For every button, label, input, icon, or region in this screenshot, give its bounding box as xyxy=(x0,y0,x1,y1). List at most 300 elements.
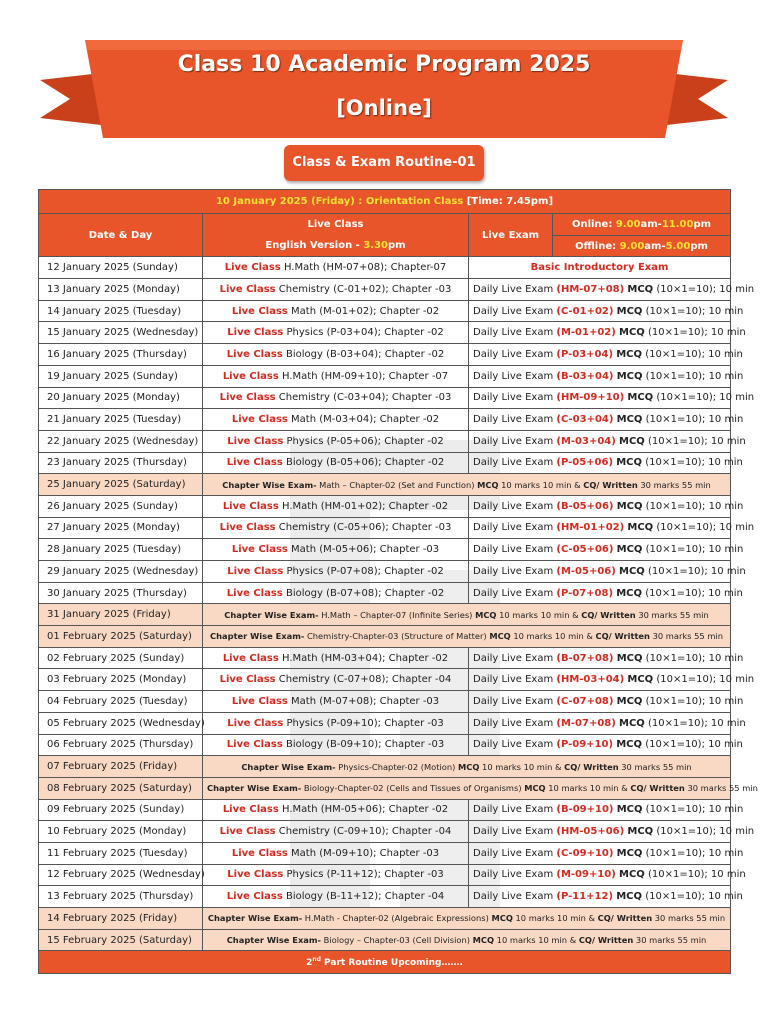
footer-text: Part Routine Upcoming……. xyxy=(320,958,463,969)
header-banner xyxy=(0,0,768,150)
daily-exam-label: Daily Live Exam xyxy=(473,869,554,881)
live-exam-cell xyxy=(469,821,755,843)
footer-row xyxy=(39,951,731,974)
exam-code: (C-01+02) xyxy=(556,305,614,317)
exam-code: (M-05+06) xyxy=(556,565,616,577)
cq-detail: 30 marks 55 min xyxy=(637,479,711,490)
mcq-label: MCQ xyxy=(491,913,513,924)
live-exam-cell xyxy=(469,582,743,604)
live-class-cell xyxy=(203,344,469,366)
live-class-cell xyxy=(203,387,469,409)
mcq-label: MCQ xyxy=(616,348,643,360)
live-class-label: Live Class xyxy=(227,327,284,339)
class-subject: H.Math (HM-05+06); Chapter -02 xyxy=(282,804,449,816)
date-cell xyxy=(39,365,203,387)
exam-detail: (10×1=10); 10 min xyxy=(648,869,746,881)
chapter-exam-cell xyxy=(203,604,731,626)
daily-exam-label: Daily Live Exam xyxy=(473,370,554,382)
exam-prefix: Chapter Wise Exam- xyxy=(210,631,305,642)
date-cell xyxy=(39,886,203,908)
online-start: 9.00 xyxy=(615,218,641,230)
live-class-header xyxy=(203,214,469,257)
live-class-label: Live Class xyxy=(227,869,284,881)
live-class-cell xyxy=(203,409,469,431)
mcq-label: MCQ xyxy=(616,847,643,859)
mcq-detail: 10 marks 10 min & xyxy=(545,783,631,794)
class-subject: H.Math (HM-01+02); Chapter -02 xyxy=(282,500,449,512)
daily-exam-label: Daily Live Exam xyxy=(473,544,554,556)
mcq-label: MCQ xyxy=(616,739,643,751)
exam-detail: (10×1=10); 10 min xyxy=(645,500,744,512)
offline-end: 5.00 xyxy=(665,240,691,252)
cq-detail: 30 marks 55 min xyxy=(649,631,723,642)
live-class-label: Live Class xyxy=(231,305,288,317)
live-class-label: Live Class xyxy=(219,522,276,534)
live-class-label: Live Class xyxy=(226,457,283,469)
live-class-label: Live Class xyxy=(231,695,288,707)
daily-exam-label: Daily Live Exam xyxy=(473,565,554,577)
offline-start: 9.00 xyxy=(619,240,645,252)
exam-detail: (10×1=10); 10 min xyxy=(645,305,744,317)
class-subject: Biology (B-05+06); Chapter -02 xyxy=(285,457,445,469)
intro-exam: Basic Introductory Exam xyxy=(530,262,669,274)
date-cell xyxy=(39,539,203,561)
table-row xyxy=(39,561,731,583)
exam-code: (HM-05+06) xyxy=(556,826,625,838)
live-class-cell xyxy=(203,691,469,713)
exam-code: (HM-07+08) xyxy=(556,283,625,295)
mcq-detail: 10 marks 10 min & xyxy=(479,761,565,772)
date-text: 31 January 2025 (Friday) xyxy=(47,609,171,621)
exam-detail: (10×1=10); 10 min xyxy=(645,587,743,599)
class-subject: Physics (P-03+04); Chapter -02 xyxy=(286,327,444,339)
live-class-cell xyxy=(203,279,469,301)
table-row xyxy=(39,344,731,366)
class-subject: Math (M-01+02); Chapter -02 xyxy=(291,305,440,317)
mcq-label: MCQ xyxy=(477,479,499,490)
daily-exam-label: Daily Live Exam xyxy=(473,891,554,903)
date-text: 15 February 2025 (Saturday) xyxy=(47,934,192,946)
live-exam-cell xyxy=(469,842,744,864)
mcq-label: MCQ xyxy=(627,522,654,534)
date-cell xyxy=(39,344,203,366)
class-subject: Biology (B-11+12); Chapter -04 xyxy=(285,891,445,903)
date-text: 07 February 2025 (Friday) xyxy=(47,761,178,773)
live-class-label: Live Class xyxy=(227,435,284,447)
class-time: 3.30 xyxy=(363,240,388,252)
table-row xyxy=(39,734,731,756)
exam-code: (P-07+08) xyxy=(556,587,614,599)
chapter-exam-cell xyxy=(203,756,731,778)
date-cell xyxy=(39,647,203,669)
exam-code: (HM-01+02) xyxy=(556,522,625,534)
daily-exam-label: Daily Live Exam xyxy=(473,695,554,707)
date-cell xyxy=(39,777,203,799)
live-class-cell xyxy=(203,539,469,561)
mcq-label: MCQ xyxy=(524,783,546,794)
offline-time xyxy=(553,235,731,257)
cq-label: CQ/ Written xyxy=(564,761,619,772)
mcq-label: MCQ xyxy=(616,370,643,382)
exam-topic: Physics-Chapter-02 (Motion) xyxy=(335,761,458,772)
offline-am: am- xyxy=(644,240,666,252)
live-class-label: Live Class xyxy=(219,674,276,686)
table-row xyxy=(39,365,731,387)
exam-detail: (10×1=10); 10 min xyxy=(656,826,755,838)
exam-code: (C-03+04) xyxy=(556,414,614,426)
date-text: 30 January 2025 (Thursday) xyxy=(47,587,187,599)
date-text: 10 February 2025 (Monday) xyxy=(47,826,187,838)
mcq-label: MCQ xyxy=(619,869,645,881)
daily-exam-label: Daily Live Exam xyxy=(473,674,554,686)
date-text: 14 February 2025 (Friday) xyxy=(47,912,178,924)
daily-exam-label: Daily Live Exam xyxy=(473,305,554,317)
exam-detail: (10×1=10); 10 min xyxy=(645,544,744,556)
date-text: 06 February 2025 (Thursday) xyxy=(47,739,194,751)
daily-exam-label: Daily Live Exam xyxy=(473,500,554,512)
exam-detail: (10×1=10); 10 min xyxy=(645,847,744,859)
cq-detail: 30 marks 55 min xyxy=(684,783,758,794)
class-subject: Biology (B-09+10); Chapter -03 xyxy=(285,739,445,751)
date-text: 02 February 2025 (Sunday) xyxy=(47,652,185,664)
date-cell xyxy=(39,821,203,843)
exam-topic: H.Math – Chapter-07 (Infinite Series) xyxy=(318,609,476,620)
live-exam-cell xyxy=(469,300,744,322)
date-cell xyxy=(39,495,203,517)
table-row xyxy=(39,712,731,734)
date-cell xyxy=(39,626,203,648)
live-class-label: Live Class xyxy=(222,804,279,816)
live-exam-cell xyxy=(469,430,746,452)
chapter-exam-cell xyxy=(203,929,731,951)
exam-topic: Biology – Chapter-03 (Cell Division) xyxy=(320,935,473,946)
live-exam-cell xyxy=(469,799,744,821)
class-subject: Math (M-03+04); Chapter -02 xyxy=(291,414,440,426)
live-class-label: Live Class xyxy=(231,544,288,556)
live-class-cell xyxy=(203,430,469,452)
live-class-label: Live Class xyxy=(224,262,281,274)
mcq-label: MCQ xyxy=(627,826,654,838)
date-text: 11 February 2025 (Tuesday) xyxy=(47,847,188,859)
live-class-cell xyxy=(203,365,469,387)
cq-detail: 30 marks 55 min xyxy=(633,935,707,946)
table-row xyxy=(39,886,731,908)
table-row xyxy=(39,452,731,474)
daily-exam-label: Daily Live Exam xyxy=(473,717,554,729)
cq-label: CQ/ Written xyxy=(583,479,638,490)
daily-exam-label: Daily Live Exam xyxy=(473,739,554,751)
online-pm: pm xyxy=(693,218,712,230)
online-am: am- xyxy=(640,218,662,230)
date-cell xyxy=(39,756,203,778)
exam-detail: (10×1=10); 10 min xyxy=(648,327,746,339)
exam-detail: (10×1=10); 10 min xyxy=(645,652,744,664)
mcq-label: MCQ xyxy=(616,500,643,512)
date-cell xyxy=(39,387,203,409)
cq-label: CQ/ Written xyxy=(578,935,634,946)
chapter-exam-row xyxy=(39,626,731,648)
date-text: 23 January 2025 (Thursday) xyxy=(47,457,187,469)
routine-rows xyxy=(39,257,758,951)
live-exam-cell xyxy=(469,669,755,691)
chapter-exam-row xyxy=(39,474,731,496)
cq-label: CQ/ Written xyxy=(597,913,653,924)
date-text: 26 January 2025 (Sunday) xyxy=(47,500,178,512)
live-exam-cell xyxy=(469,691,744,713)
mcq-label: MCQ xyxy=(472,935,495,946)
exam-prefix: Chapter Wise Exam- xyxy=(224,609,319,620)
exam-code: (B-07+08) xyxy=(556,652,614,664)
date-text: 03 February 2025 (Monday) xyxy=(47,674,187,686)
date-text: 16 January 2025 (Thursday) xyxy=(47,348,187,360)
live-class-title: Live Class xyxy=(307,219,364,231)
live-class-label: Live Class xyxy=(231,414,288,426)
date-text: 08 February 2025 (Saturday) xyxy=(47,782,192,794)
daily-exam-label: Daily Live Exam xyxy=(473,804,554,816)
mcq-detail: 10 marks 10 min & xyxy=(498,479,584,490)
exam-prefix: Chapter Wise Exam- xyxy=(226,935,321,946)
daily-exam-label: Daily Live Exam xyxy=(473,522,554,534)
header-row xyxy=(39,214,731,236)
date-cell xyxy=(39,691,203,713)
live-class-cell xyxy=(203,582,469,604)
live-class-cell xyxy=(203,669,469,691)
live-class-cell xyxy=(203,647,469,669)
exam-code: (C-09+10) xyxy=(556,847,614,859)
exam-code: (HM-09+10) xyxy=(556,392,625,404)
mcq-detail: 10 marks 10 min & xyxy=(494,935,579,946)
routine-label: Class & Exam Routine-01 xyxy=(284,145,484,181)
date-text: 09 February 2025 (Sunday) xyxy=(47,804,185,816)
chapter-exam-row xyxy=(39,929,731,951)
daily-exam-label: Daily Live Exam xyxy=(473,348,554,360)
live-exam-cell xyxy=(469,495,744,517)
exam-detail: (10×1=10); 10 min xyxy=(648,435,746,447)
date-text: 28 January 2025 (Tuesday) xyxy=(47,544,182,556)
live-class-label: Live Class xyxy=(222,500,279,512)
version-label: English Version - xyxy=(265,240,364,252)
cq-label: CQ/ Written xyxy=(630,783,685,794)
mcq-label: MCQ xyxy=(616,804,643,816)
live-exam-cell xyxy=(469,561,746,583)
table-row xyxy=(39,842,731,864)
class-subject: Biology (B-03+04); Chapter -02 xyxy=(285,348,445,360)
date-text: 12 February 2025 (Wednesday) xyxy=(47,869,205,881)
date-text: 14 January 2025 (Tuesday) xyxy=(47,305,182,317)
live-exam-cell xyxy=(469,409,744,431)
date-cell xyxy=(39,582,203,604)
orientation-text: 10 January 2025 (Friday) : Orientation Class xyxy=(215,196,464,207)
live-class-label: Live Class xyxy=(226,891,283,903)
date-text: 01 February 2025 (Saturday) xyxy=(47,630,192,642)
page-title: Class 10 Academic Program 2025 xyxy=(177,52,591,77)
class-subject: Biology (B-07+08); Chapter -02 xyxy=(285,587,445,599)
class-time-pm: pm xyxy=(388,240,406,252)
date-cell xyxy=(39,734,203,756)
exam-prefix: Chapter Wise Exam- xyxy=(207,783,302,794)
cq-detail: 30 marks 55 min xyxy=(635,609,709,620)
daily-exam-label: Daily Live Exam xyxy=(473,435,554,447)
exam-code: (P-11+12) xyxy=(556,891,614,903)
date-cell xyxy=(39,517,203,539)
chapter-exam-cell xyxy=(203,626,731,648)
chapter-exam-cell xyxy=(203,908,731,930)
cq-detail: 30 marks 55 min xyxy=(652,913,726,924)
date-text: 15 January 2025 (Wednesday) xyxy=(47,327,199,339)
exam-code: (C-05+06) xyxy=(556,544,614,556)
date-cell xyxy=(39,712,203,734)
live-exam-cell xyxy=(469,864,746,886)
date-cell xyxy=(39,799,203,821)
table-row xyxy=(39,799,731,821)
date-cell xyxy=(39,669,203,691)
date-cell xyxy=(39,842,203,864)
live-class-label: Live Class xyxy=(222,652,279,664)
exam-prefix: Chapter Wise Exam- xyxy=(207,913,303,924)
date-text: 13 January 2025 (Monday) xyxy=(47,283,180,295)
table-row xyxy=(39,539,731,561)
footer-number: 2 xyxy=(306,958,313,969)
online-end: 11.00 xyxy=(661,218,694,230)
live-exam-cell xyxy=(469,712,746,734)
live-class-cell xyxy=(203,734,469,756)
live-class-cell xyxy=(203,452,469,474)
exam-detail: (10×1=10); 10 min xyxy=(645,739,743,751)
orientation-row xyxy=(39,190,731,214)
table-row xyxy=(39,517,731,539)
date-cell xyxy=(39,474,203,496)
date-cell xyxy=(39,409,203,431)
live-class-cell xyxy=(203,799,469,821)
mcq-detail: 10 marks 10 min & xyxy=(512,913,598,924)
mcq-label: MCQ xyxy=(627,283,654,295)
exam-topic: Chemistry-Chapter-03 (Structure of Matter) xyxy=(304,631,490,642)
exam-code: (M-09+10) xyxy=(556,869,616,881)
live-class-cell xyxy=(203,257,469,279)
date-text: 19 January 2025 (Sunday) xyxy=(47,370,178,382)
daily-exam-label: Daily Live Exam xyxy=(473,652,554,664)
class-subject: Physics (P-07+08); Chapter -02 xyxy=(286,565,444,577)
live-exam-cell xyxy=(469,452,743,474)
class-subject: Chemistry (C-09+10); Chapter -04 xyxy=(278,826,452,838)
daily-exam-label: Daily Live Exam xyxy=(473,457,554,469)
daily-exam-label: Daily Live Exam xyxy=(473,392,554,404)
mcq-label: MCQ xyxy=(616,414,643,426)
date-cell xyxy=(39,561,203,583)
class-subject: Chemistry (C-07+08); Chapter -04 xyxy=(278,674,452,686)
date-cell xyxy=(39,430,203,452)
mcq-label: MCQ xyxy=(616,891,643,903)
exam-detail: (10×1=10); 10 min xyxy=(656,522,755,534)
cq-label: CQ/ Written xyxy=(595,631,650,642)
daily-exam-label: Daily Live Exam xyxy=(473,414,554,426)
exam-detail: (10×1=10); 10 min xyxy=(656,283,755,295)
live-exam-cell xyxy=(469,279,755,301)
class-subject: Chemistry (C-01+02); Chapter -03 xyxy=(278,283,452,295)
class-subject: Physics (P-09+10); Chapter -03 xyxy=(286,717,444,729)
table-row xyxy=(39,387,731,409)
exam-code: (M-03+04) xyxy=(556,435,616,447)
live-exam-cell xyxy=(469,539,744,561)
offline-label: Offline: xyxy=(575,240,620,252)
table-row xyxy=(39,430,731,452)
live-class-cell xyxy=(203,300,469,322)
exam-prefix: Chapter Wise Exam- xyxy=(241,761,336,772)
table-row xyxy=(39,279,731,301)
online-label: Online: xyxy=(571,218,616,230)
live-class-cell xyxy=(203,322,469,344)
date-cell xyxy=(39,908,203,930)
date-text: 12 January 2025 (Sunday) xyxy=(47,262,178,274)
cq-label: CQ/ Written xyxy=(581,609,636,620)
daily-exam-label: Daily Live Exam xyxy=(473,283,554,295)
exam-detail: (10×1=10); 10 min xyxy=(645,370,744,382)
live-exam-cell xyxy=(469,322,746,344)
exam-detail: (10×1=10); 10 min xyxy=(645,457,743,469)
cq-detail: 30 marks 55 min xyxy=(618,761,692,772)
date-cell xyxy=(39,604,203,626)
exam-code: (M-01+02) xyxy=(556,327,616,339)
mcq-label: MCQ xyxy=(616,305,643,317)
exam-detail: (10×1=10); 10 min xyxy=(645,804,744,816)
daily-exam-label: Daily Live Exam xyxy=(473,847,554,859)
table-row xyxy=(39,257,731,279)
mcq-label: MCQ xyxy=(627,392,654,404)
date-cell xyxy=(39,452,203,474)
live-class-label: Live Class xyxy=(226,348,283,360)
class-subject: Math (M-07+08); Chapter -03 xyxy=(291,695,440,707)
date-cell xyxy=(39,279,203,301)
live-exam-cell xyxy=(469,257,731,279)
date-cell xyxy=(39,257,203,279)
live-class-label: Live Class xyxy=(227,565,284,577)
mcq-label: MCQ xyxy=(489,631,511,642)
chapter-exam-cell xyxy=(203,777,758,799)
live-class-label: Live Class xyxy=(226,587,283,599)
live-exam-cell xyxy=(469,344,743,366)
live-class-subtitle xyxy=(207,235,464,256)
table-row xyxy=(39,322,731,344)
chapter-exam-row xyxy=(39,908,731,930)
class-subject: Math (M-09+10); Chapter -03 xyxy=(291,847,440,859)
page-subtitle: [Online] xyxy=(336,96,432,120)
date-header: Date & Day xyxy=(39,214,203,257)
exam-prefix: Chapter Wise Exam- xyxy=(222,479,317,490)
date-cell xyxy=(39,929,203,951)
mcq-label: MCQ xyxy=(475,609,497,620)
mcq-label: MCQ xyxy=(458,761,480,772)
date-text: 22 January 2025 (Wednesday) xyxy=(47,435,199,447)
live-class-cell xyxy=(203,886,469,908)
exam-topic: H.Math - Chapter-02 (Algebraic Expressions) xyxy=(302,913,492,924)
exam-detail: (10×1=10); 10 min xyxy=(648,717,746,729)
class-subject: Math (M-05+06); Chapter -03 xyxy=(291,544,440,556)
mcq-label: MCQ xyxy=(616,587,643,599)
live-class-cell xyxy=(203,712,469,734)
live-class-cell xyxy=(203,864,469,886)
live-exam-cell xyxy=(469,517,755,539)
mcq-detail: 10 marks 10 min & xyxy=(510,631,596,642)
class-subject: Chemistry (C-03+04); Chapter -03 xyxy=(278,392,452,404)
date-text: 04 February 2025 (Tuesday) xyxy=(47,695,188,707)
chapter-exam-row xyxy=(39,756,731,778)
date-cell xyxy=(39,300,203,322)
exam-detail: (10×1=10); 10 min xyxy=(656,392,755,404)
exam-detail: (10×1=10); 10 min xyxy=(645,695,744,707)
orientation-time: [Time: 7.45pm] xyxy=(466,196,554,207)
mcq-label: MCQ xyxy=(619,435,645,447)
date-text: 27 January 2025 (Monday) xyxy=(47,522,180,534)
